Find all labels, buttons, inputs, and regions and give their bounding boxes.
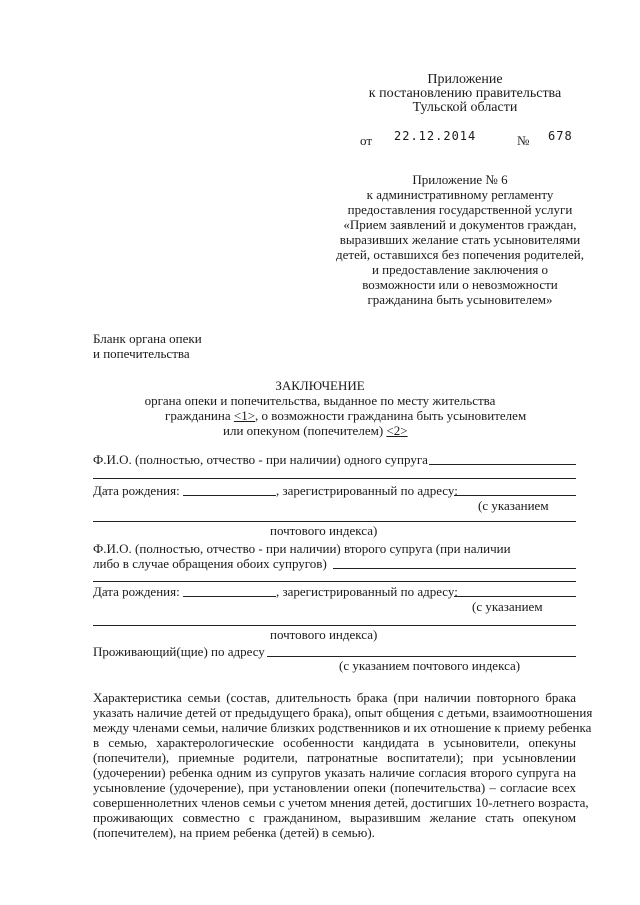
fio-second-spouse-label: Ф.И.О. (полностью, отчество - при наличии) второго супруга (при наличии	[93, 541, 511, 556]
header-line-3: Тульской области	[412, 100, 518, 115]
blank-label-2: и попечительства	[93, 346, 190, 361]
dob-second-label: Дата рождения:	[93, 584, 180, 599]
characteristic-line: Характеристика семьи (состав, длительность брака (при наличии повторного брака	[93, 690, 576, 705]
fio-first-spouse-field-cont[interactable]	[93, 478, 576, 479]
fio-first-spouse-label: Ф.И.О. (полностью, отчество - при наличии) одного супруга	[93, 452, 428, 467]
living-address-label: Проживающий(щие) по адресу	[93, 644, 265, 659]
characteristic-line: в семью, характерологические особенности кандидата в усыновители, опекуны	[93, 735, 576, 750]
header-line-1: Приложение	[427, 72, 503, 87]
fio-second-spouse-label-cont: либо в случае обращения обоих супругов)	[93, 556, 327, 571]
appendix-line: предоставления государственной услуги	[347, 202, 573, 217]
conclusion-line-2: гражданина <1>, о возможности гражданина быть усыновителем	[165, 408, 527, 423]
appendix-line: детей, оставшихся без попечения родителей,	[336, 247, 584, 262]
reg-address-first-label: , зарегистрированный по адресу:	[276, 483, 458, 498]
date-from-label: от	[360, 133, 373, 148]
dob-first-label: Дата рождения:	[93, 483, 180, 498]
characteristic-line: указать наличие детей от предыдущего брака), опыт общения с детьми, взаимоотношения	[93, 705, 593, 720]
characteristic-line: проживающих совместно с гражданином, выразившим желание стать опекуном	[93, 810, 576, 825]
appendix-title: Приложение № 6	[412, 172, 508, 187]
address-second-field-cont[interactable]	[93, 625, 576, 626]
footnote-ref-1[interactable]: <1>	[233, 408, 256, 423]
appendix-line: выразивших желание стать усыновителями	[339, 232, 581, 247]
conclusion-title: ЗАКЛЮЧЕНИЕ	[275, 378, 365, 393]
characteristic-line: усыновление (удочерение), при установлении опеки (попечительства) – согласие всех	[93, 780, 576, 795]
blank-label-1: Бланк органа опеки	[93, 331, 202, 346]
appendix-line: и предоставление заключения о	[371, 262, 549, 277]
living-address-field[interactable]	[267, 656, 576, 657]
number-sign: №	[517, 133, 530, 148]
appendix-line: «Прием заявлений и документов граждан,	[343, 217, 577, 232]
reg-address-second-field[interactable]	[454, 596, 576, 597]
appendix-line: гражданина быть усыновителем»	[367, 292, 553, 307]
with-postal-note-1: (с указанием	[478, 498, 549, 513]
appendix-line: к административному регламенту	[366, 187, 554, 202]
fio-second-spouse-field[interactable]	[333, 568, 576, 569]
dob-second-field[interactable]	[183, 596, 276, 597]
address-first-field-cont[interactable]	[93, 521, 576, 522]
with-postal-note-2: (с указанием	[472, 599, 543, 614]
characteristic-line: (удочерении) ребенка одним из супругов указать наличие согласия второго супруга на	[93, 765, 576, 780]
fio-first-spouse-field[interactable]	[429, 464, 576, 465]
characteristic-last-line: (попечителем), на прием ребенка (детей) в семью).	[93, 825, 375, 840]
postal-code-note-1: почтового индекса)	[270, 523, 378, 538]
resolution-number: 678	[548, 129, 573, 143]
postal-code-note-2: почтового индекса)	[270, 627, 378, 642]
living-address-note: (с указанием почтового индекса)	[339, 658, 521, 673]
dob-first-field[interactable]	[183, 495, 276, 496]
characteristic-line: между членами семьи, наличие близких родственников и их отношение к приему ребенка	[93, 720, 592, 735]
resolution-date: 22.12.2014	[394, 129, 477, 143]
fio-second-spouse-field-cont[interactable]	[93, 581, 576, 582]
reg-address-second-label: , зарегистрированный по адресу:	[276, 584, 458, 599]
characteristic-line: совершеннолетних членов семьи с учетом мнения детей, достигших 10-летнего возраста,	[93, 795, 589, 810]
header-line-2: к постановлению правительства	[368, 86, 562, 101]
appendix-line: возможности или о невозможности	[362, 277, 558, 292]
conclusion-line-3: или опекуном (попечителем) <2>	[223, 423, 408, 438]
reg-address-first-field[interactable]	[454, 495, 576, 496]
footnote-ref-2[interactable]: <2>	[386, 423, 408, 438]
conclusion-line-1: органа опеки и попечительства, выданное по месту жительства	[144, 393, 496, 408]
characteristic-line: (попечители), приемные родители, патронатные воспитатели); при усыновлении	[93, 750, 576, 765]
